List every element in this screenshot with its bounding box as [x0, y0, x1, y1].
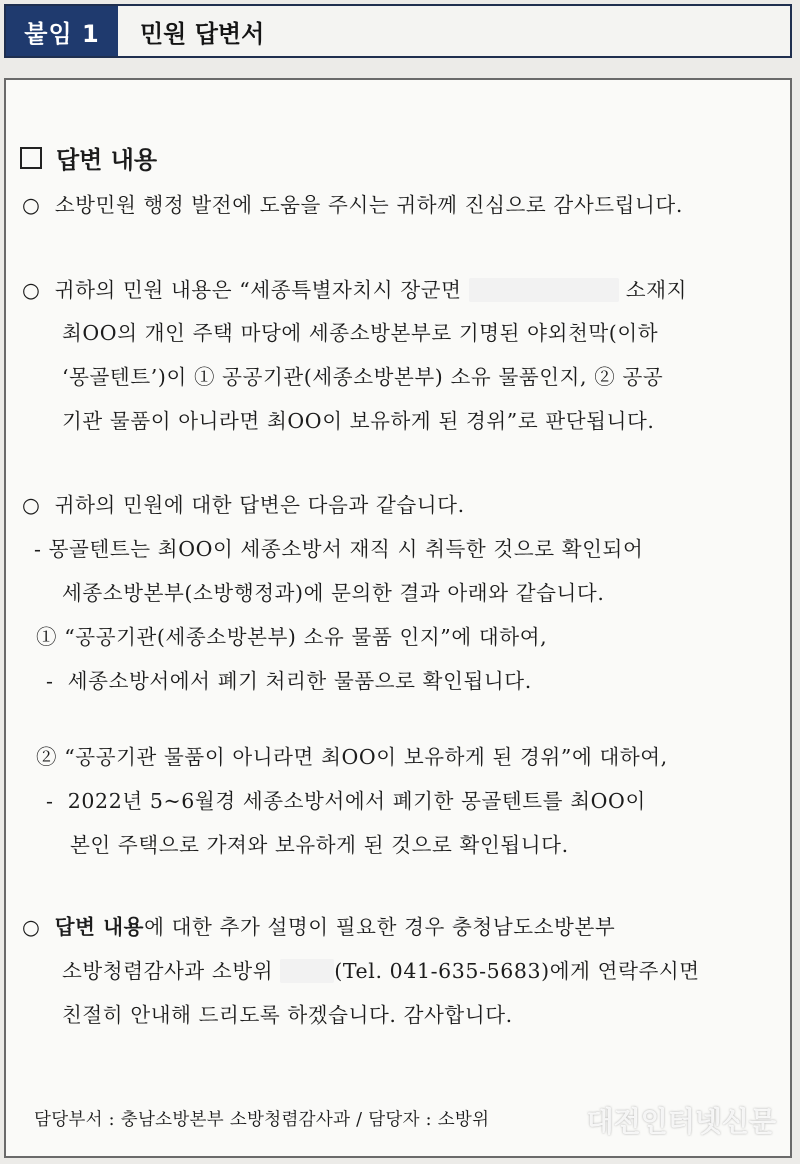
dash-bullet-icon: -: [34, 537, 42, 561]
checkbox-square-icon: [20, 147, 42, 169]
paragraph-2-text-a: 귀하의 민원 내용은 “세종특별자치시 장군면: [54, 278, 462, 302]
paragraph-4-line-1: [22, 910, 615, 940]
circle-bullet-icon: ○: [22, 278, 41, 302]
attachment-header: [4, 4, 792, 58]
paragraph-2-line-4: 기관 물품이 아니라면 최OO이 보유하게 된 경위”로 판단됩니다.: [62, 409, 655, 433]
dash-bullet-icon: -: [46, 669, 54, 693]
item-2-answer-line-2: 본인 주택으로 가져와 보유하게 된 것으로 확인됩니다.: [70, 833, 569, 857]
item-1-heading: ① “공공기관(세종소방본부) 소유 물품 인지”에 대하여,: [36, 625, 548, 649]
paragraph-4-text: 에 대한 추가 설명이 필요한 경우 충청남도소방본부: [144, 915, 616, 939]
paragraph-1-text: 소방민원 행정 발전에 도움을 주시는 귀하께 진심으로 감사드립니다.: [54, 193, 683, 217]
paragraph-2-text-b: 소재지: [625, 278, 688, 302]
paragraph-3-line-1: [22, 488, 465, 518]
paragraph-4-text-2b: (Tel. 041-635-5683)에게 연락주시면: [334, 959, 700, 983]
footer-contact: 담당부서 : 충남소방본부 소방청렴감사과 / 담당자 : 소방위: [34, 1110, 490, 1130]
paragraph-3-text: 귀하의 민원에 대한 답변은 다음과 같습니다.: [54, 493, 465, 517]
document-title: 민원 답변서: [140, 19, 265, 48]
paragraph-4-line-3: 친절히 안내해 드리도록 하겠습니다. 감사합니다.: [62, 1003, 513, 1027]
circle-bullet-icon: ○: [22, 493, 41, 517]
dash-bullet-icon: -: [46, 789, 54, 813]
paragraph-3-line-2: [34, 532, 643, 562]
attachment-badge: 붙임 1: [6, 6, 118, 56]
redacted-name: [280, 959, 334, 983]
newspaper-watermark: 대전인터넷신문: [586, 1105, 776, 1138]
redacted-address: [469, 278, 619, 302]
circle-bullet-icon: ○: [22, 193, 41, 217]
circle-bullet-icon: ○: [22, 915, 41, 939]
paragraph-2-line-3: ‘몽골텐트’)이 ① 공공기관(세종소방본부) 소유 물품인지, ② 공공: [62, 365, 664, 389]
paragraph-3-line-3: 세종소방본부(소방행정과)에 문의한 결과 아래와 같습니다.: [62, 581, 605, 605]
paragraph-2-line-1: [22, 273, 687, 303]
paragraph-4-line-2: [62, 954, 700, 984]
paragraph-4-text-2a: 소방청렴감사과 소방위: [62, 959, 274, 983]
paragraph-3-text-2: 몽골텐트는 최OO이 세종소방서 재직 시 취득한 것으로 확인되어: [48, 537, 644, 561]
paragraph-1-line-1: [22, 188, 683, 218]
item-2-answer-text: 2022년 5~6월경 세종소방서에서 폐기한 몽골텐트를 최OO이: [67, 789, 646, 813]
section-heading-text: 답변 내용: [56, 146, 158, 174]
item-1-answer-text: 세종소방서에서 폐기 처리한 물품으로 확인됩니다.: [67, 669, 532, 693]
paragraph-2-line-2: 최OO의 개인 주택 마당에 세종소방본부로 기명된 야외천막(이하: [62, 321, 659, 345]
answer-content-frame: [4, 78, 792, 1158]
item-2-answer-line-1: [46, 784, 646, 814]
item-1-answer: [46, 664, 532, 694]
item-2-heading: ② “공공기관 물품이 아니라면 최OO이 보유하게 된 경위”에 대하여,: [36, 745, 668, 769]
section-heading: [20, 140, 157, 175]
paragraph-4-bold-text: 답변 내용: [54, 915, 145, 939]
